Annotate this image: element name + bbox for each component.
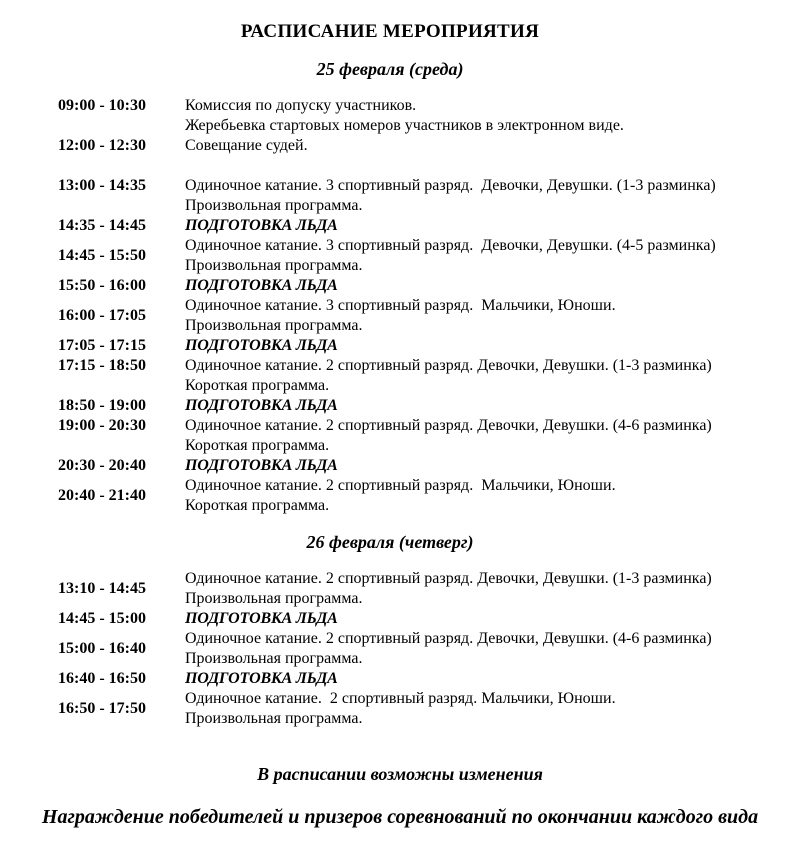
event-line: Произвольная программа. <box>185 257 363 274</box>
time-range: 15:00 - 16:40 <box>58 640 146 657</box>
event-line: Одиночное катание. 2 спортивный разряд. Девочки, Девушки. (1-3 разминка) <box>185 357 712 374</box>
schedule-row <box>0 176 800 216</box>
page-title: РАСПИСАНИЕ МЕРОПРИЯТИЯ <box>240 21 540 42</box>
time-range: 16:00 - 17:05 <box>58 307 146 324</box>
schedule-row <box>0 356 800 396</box>
schedule-row <box>0 476 800 516</box>
event-line: Одиночное катание. 2 спортивный разряд. Девочки, Девушки. (4-6 разминка) <box>185 630 712 647</box>
event-description <box>185 396 800 416</box>
event-line: Произвольная программа. <box>185 590 363 607</box>
time-range: 16:40 - 16:50 <box>58 670 146 687</box>
event-description <box>185 296 800 336</box>
time-range: 17:15 - 18:50 <box>58 357 146 374</box>
event-line: Одиночное катание. 2 спортивный разряд. Мальчики, Юноши. <box>185 690 616 707</box>
day-heading-1: 25 февраля (среда) <box>316 59 464 79</box>
time-range: 14:45 - 15:00 <box>58 610 146 627</box>
time-range: 13:00 - 14:35 <box>58 177 146 194</box>
time-range: 20:40 - 21:40 <box>58 487 146 504</box>
schedule-row <box>0 456 800 476</box>
schedule-row <box>0 569 800 609</box>
event-description <box>185 416 800 456</box>
event-description <box>185 136 800 156</box>
event-line: Совещание судей. <box>185 137 308 154</box>
schedule-row <box>0 609 800 629</box>
event-line: ПОДГОТОВКА ЛЬДА <box>185 457 338 474</box>
event-description <box>185 629 800 669</box>
time-range: 13:10 - 14:45 <box>58 580 146 597</box>
event-description <box>185 569 800 609</box>
event-description <box>185 176 800 216</box>
event-line: Комиссия по допуску участников. <box>185 97 417 114</box>
event-description <box>185 216 800 236</box>
event-description <box>185 356 800 396</box>
time-range: 19:00 - 20:30 <box>58 417 146 434</box>
schedule-row <box>0 216 800 236</box>
schedule-row <box>0 669 800 689</box>
event-description <box>185 689 800 729</box>
schedule-row <box>0 296 800 336</box>
event-description <box>185 669 800 689</box>
event-line: Произвольная программа. <box>185 317 363 334</box>
time-range: 18:50 - 19:00 <box>58 397 146 414</box>
event-line: Жеребьевка стартовых номеров участников в электронном виде. <box>185 117 624 134</box>
event-line: Произвольная программа. <box>185 650 363 667</box>
schedule-row <box>0 396 800 416</box>
time-range: 17:05 - 17:15 <box>58 337 146 354</box>
event-line: Одиночное катание. 2 спортивный разряд. Мальчики, Юноши. <box>185 477 616 494</box>
event-description <box>185 276 800 296</box>
schedule-row <box>0 96 800 136</box>
event-line: ПОДГОТОВКА ЛЬДА <box>185 610 338 627</box>
event-line: Одиночное катание. 3 спортивный разряд. Девочки, Девушки. (1-3 разминка) <box>185 177 716 194</box>
event-description <box>185 456 800 476</box>
schedule-row <box>0 336 800 356</box>
event-line: Короткая программа. <box>185 437 330 454</box>
event-description <box>185 476 800 516</box>
event-line: Одиночное катание. 2 спортивный разряд. Девочки, Девушки. (1-3 разминка) <box>185 570 712 587</box>
event-line: Произвольная программа. <box>185 710 363 727</box>
time-range: 20:30 - 20:40 <box>58 457 146 474</box>
event-description <box>185 236 800 276</box>
day-1-schedule <box>0 96 800 516</box>
footer-award: Награждение победителей и призеров соревнований по окончании каждого вида <box>41 806 759 828</box>
event-description <box>185 96 800 136</box>
event-line: ПОДГОТОВКА ЛЬДА <box>185 670 338 687</box>
schedule-row <box>0 236 800 276</box>
time-range: 14:45 - 15:50 <box>58 247 146 264</box>
time-range: 12:00 - 12:30 <box>58 137 146 154</box>
event-description <box>185 609 800 629</box>
event-line: Одиночное катание. 3 спортивный разряд. Мальчики, Юноши. <box>185 297 616 314</box>
event-line: Произвольная программа. <box>185 197 363 214</box>
schedule-row <box>0 136 800 156</box>
event-line: Короткая программа. <box>185 497 330 514</box>
event-line: Одиночное катание. 3 спортивный разряд. Девочки, Девушки. (4-5 разминка) <box>185 237 716 254</box>
schedule-row <box>0 416 800 456</box>
event-line: ПОДГОТОВКА ЛЬДА <box>185 277 338 294</box>
time-range: 09:00 - 10:30 <box>58 97 146 114</box>
time-range: 16:50 - 17:50 <box>58 700 146 717</box>
event-line: Короткая программа. <box>185 377 330 394</box>
time-range: 14:35 - 14:45 <box>58 217 146 234</box>
schedule-row <box>0 689 800 729</box>
schedule-row <box>0 629 800 669</box>
event-line: ПОДГОТОВКА ЛЬДА <box>185 397 338 414</box>
day-heading-2: 26 февраля (четверг) <box>306 532 474 552</box>
event-line: ПОДГОТОВКА ЛЬДА <box>185 337 338 354</box>
event-line: Одиночное катание. 2 спортивный разряд. Девочки, Девушки. (4-6 разминка) <box>185 417 712 434</box>
event-line: ПОДГОТОВКА ЛЬДА <box>185 217 338 234</box>
schedule-days <box>0 59 800 729</box>
time-range: 15:50 - 16:00 <box>58 277 146 294</box>
schedule-row <box>0 276 800 296</box>
day-2-schedule <box>0 569 800 729</box>
footer-note: В расписании возможны изменения <box>257 764 543 784</box>
event-description <box>185 336 800 356</box>
